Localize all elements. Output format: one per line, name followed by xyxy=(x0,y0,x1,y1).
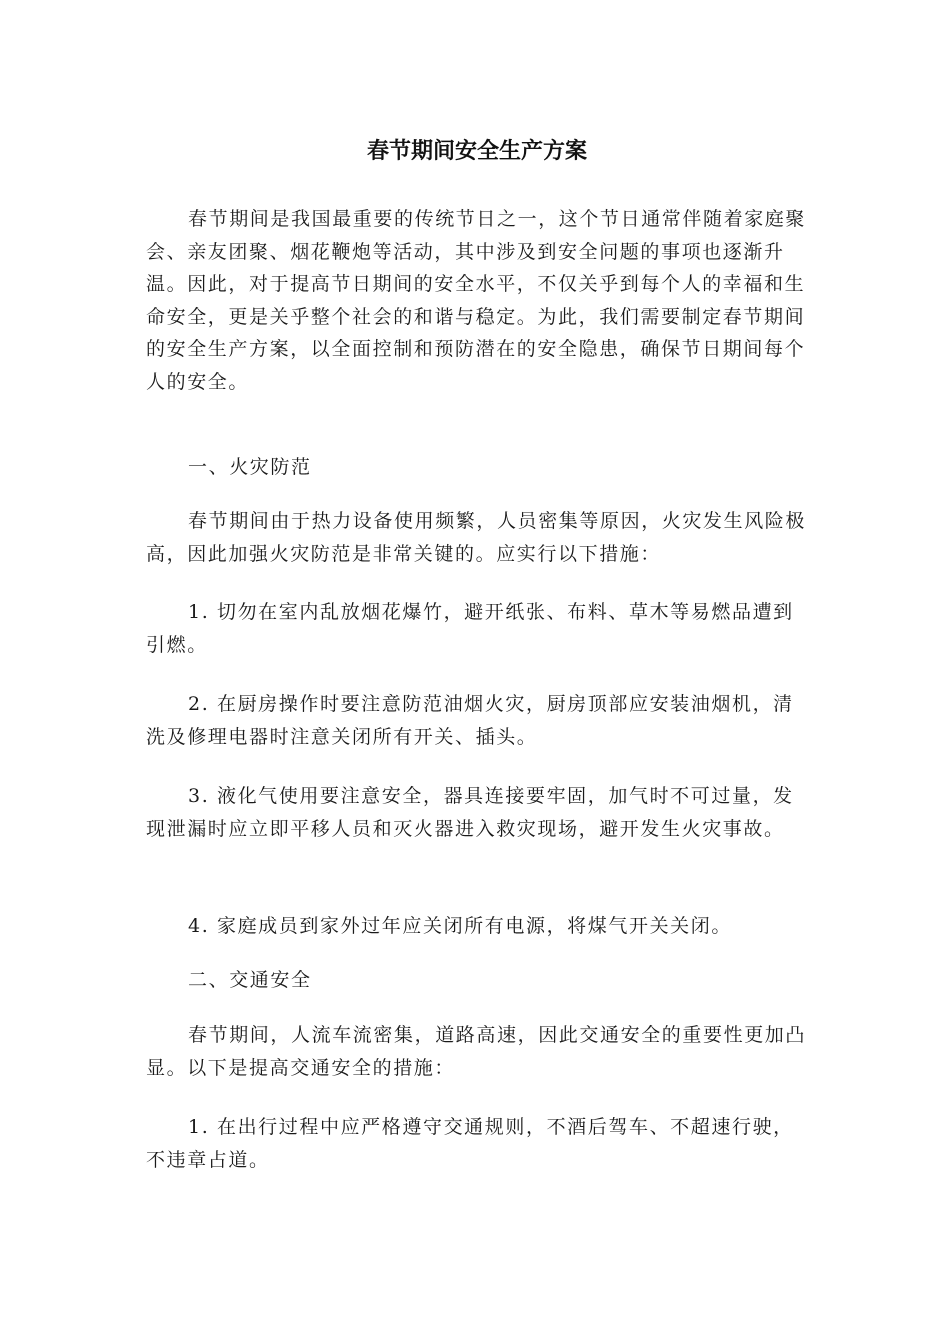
traffic-safety-paragraph: 春节期间，人流车流密集，道路高速，因此交通安全的重要性更加凸显。以下是提高交通安全的措施： xyxy=(146,1024,807,1079)
document-title: 春节期间安全生产方案 xyxy=(366,139,587,164)
fire-prevention-paragraph: 春节期间由于热力设备使用频繁，人员密集等原因，火灾发生风险极高，因此加强火灾防范是非常关键的。应实行以下措施： xyxy=(146,510,807,565)
section-heading-fire-prevention: 一、火灾防范 xyxy=(188,456,312,478)
intro-paragraph: 春节期间是我国最重要的传统节日之一，这个节日通常伴随着家庭聚会、亲友团聚、烟花鞭炮等活动，其中涉及到安全问题的事项也逐渐升温。因此，对于提高节日期间的安全水平，不仅关乎到每个人的幸福和生命安全，更是关乎整个社会的和谐与稳定。为此，我们需要制定春节期间的安全生产方案，以全面控制和预防潜在的安全隐患，确保节日期间每个人的安全。 xyxy=(146,208,807,393)
fire-measure-1: 1. 切勿在室内乱放烟花爆竹，避开纸张、布料、草木等易燃品遭到引燃。 xyxy=(146,601,794,656)
fire-measure-2: 2. 在厨房操作时要注意防范油烟火灾，厨房顶部应安装油烟机，清洗及修理电器时注意关闭所有开关、插头。 xyxy=(146,693,794,748)
fire-measure-4: 4. 家庭成员到家外过年应关闭所有电源，将煤气开关关闭。 xyxy=(188,915,732,937)
section-heading-traffic-safety: 二、交通安全 xyxy=(188,969,312,991)
traffic-measure-1: 1. 在出行过程中应严格遵守交通规则，不酒后驾车、不超速行驶，不违章占道。 xyxy=(146,1116,794,1171)
fire-measure-3: 3. 液化气使用要注意安全，器具连接要牢固，加气时不可过量，发现泄漏时应立即平移人员和灭火器进入救灾现场，避开发生火灾事故。 xyxy=(146,785,794,840)
